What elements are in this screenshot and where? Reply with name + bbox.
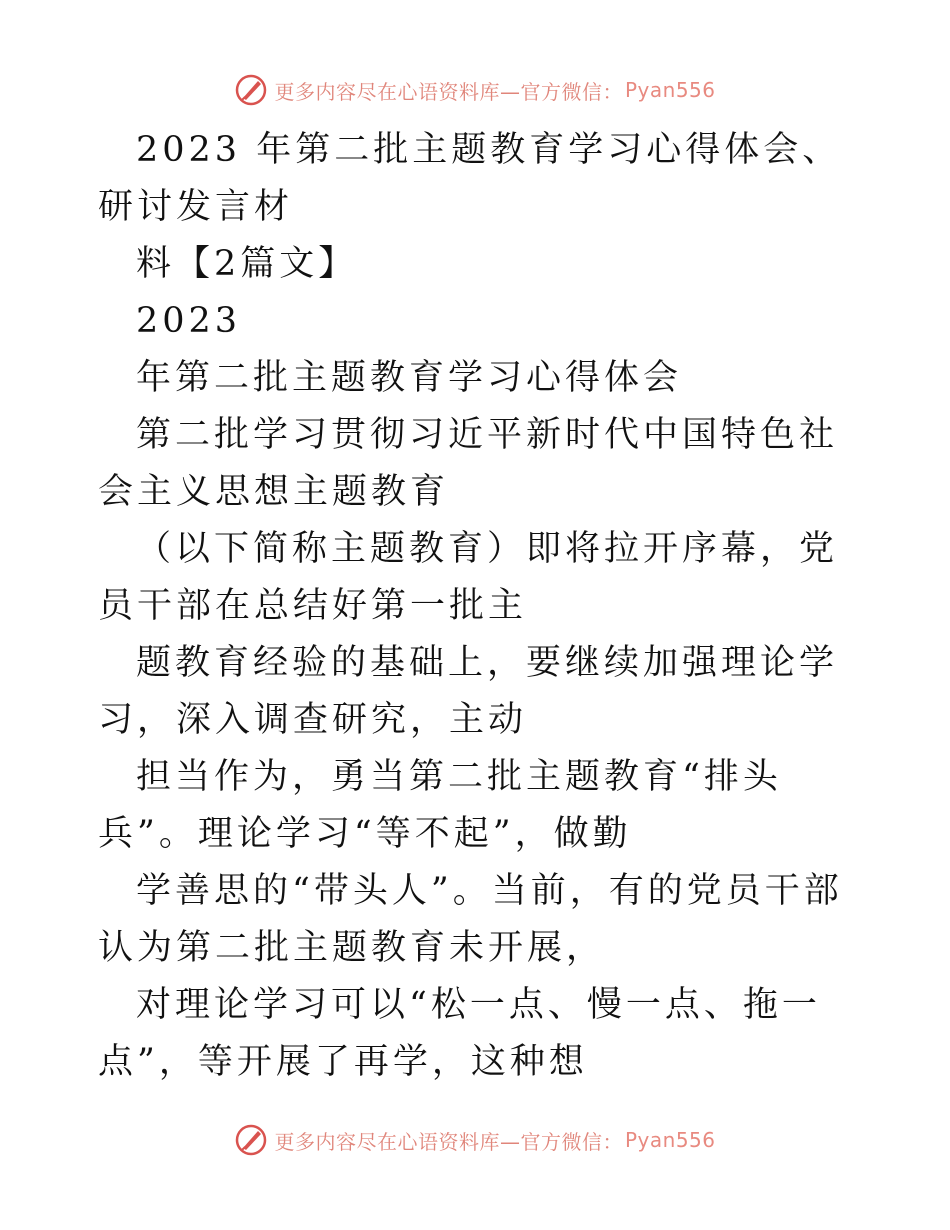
- section-title: 年第二批主题教育学习心得体会: [136, 358, 683, 398]
- document-body: [98, 122, 858, 1091]
- watermark-text: 更多内容尽在心语资料库—官方微信：: [274, 1129, 623, 1154]
- body-paragraph: （以下简称主题教育）即将拉开序幕，党员干部在总结好第一批主: [98, 529, 839, 626]
- red-quill-seal-icon: [234, 1123, 268, 1157]
- body-paragraph: 题教育经验的基础上，要继续加强理论学习，深入调查研究，主动: [98, 643, 839, 740]
- document-title-line-2: 料【2篇文】: [136, 244, 358, 284]
- red-quill-seal-icon: [234, 73, 268, 107]
- body-paragraph: 担当作为，勇当第二批主题教育“排头兵”。理论学习“等不起”，做勤: [98, 757, 782, 854]
- watermark-wechat-id: Pyan556: [624, 78, 716, 102]
- body-paragraph: 学善思的“带头人”。当前，有的党员干部认为第二批主题教育未开展，: [98, 871, 843, 968]
- section-year: 2023: [136, 301, 242, 341]
- body-paragraph: 对理论学习可以“松一点、慢一点、拖一点”，等开展了再学，这种想: [98, 985, 821, 1082]
- body-paragraph: 第二批学习贯彻习近平新时代中国特色社会主义思想主题教育: [98, 415, 839, 512]
- footer-watermark: [0, 1120, 950, 1160]
- document-title-line-1: 2023 年第二批主题教育学习心得体会、研讨发言材: [98, 130, 842, 227]
- watermark-wechat-id: Pyan556: [624, 1128, 716, 1152]
- header-watermark: [0, 70, 950, 110]
- watermark-text: 更多内容尽在心语资料库—官方微信：: [274, 79, 623, 104]
